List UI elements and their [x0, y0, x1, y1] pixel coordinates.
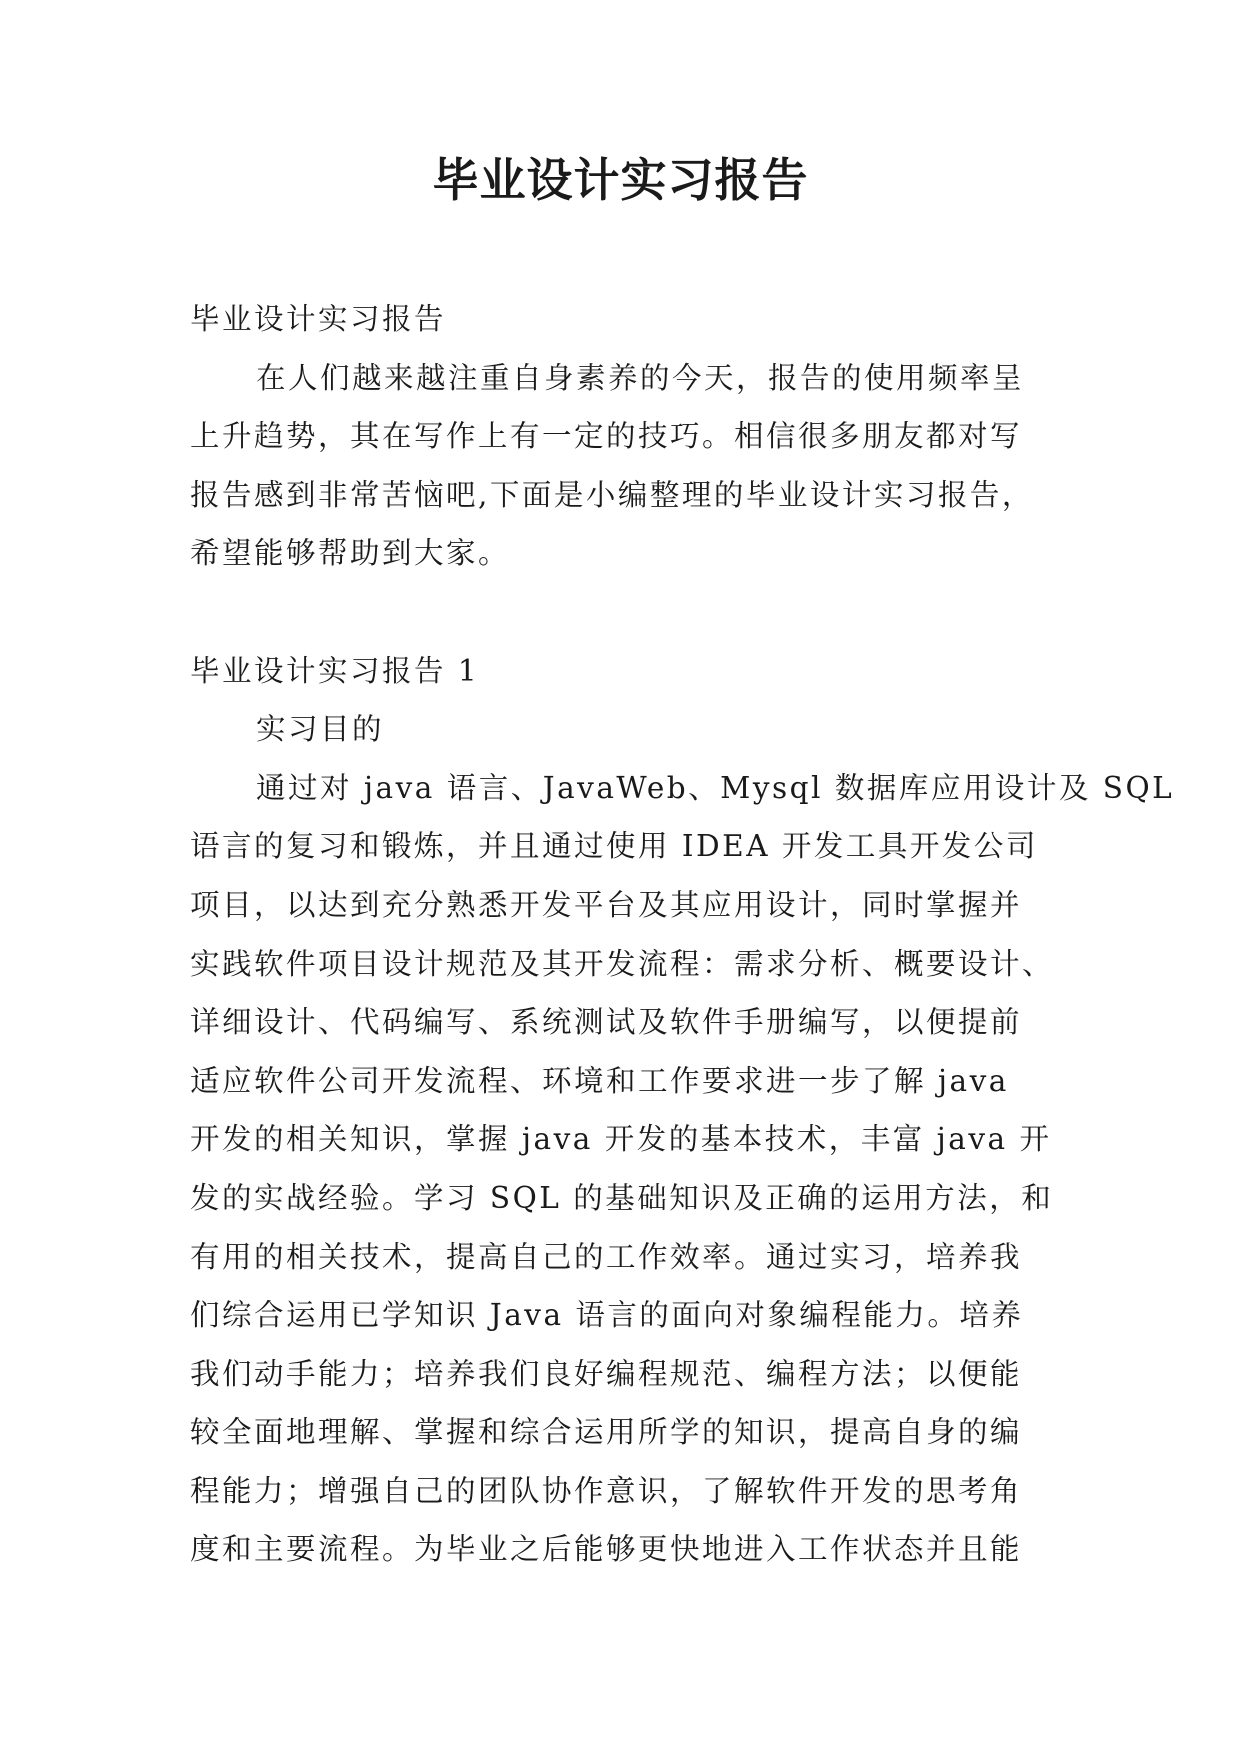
intro-heading: 毕业设计实习报告 [190, 302, 447, 336]
body-paragraph-line: 实践软件项目设计规范及其开发流程：需求分析、概要设计、 [190, 946, 1055, 981]
intro-paragraph-line: 希望能够帮助到大家。 [190, 536, 511, 571]
body-paragraph-line: 语言的复习和锻炼，并且通过使用 IDEA 开发工具开发公司 [190, 829, 1038, 864]
document-body [190, 290, 1175, 1579]
page-title: 毕业设计实习报告 [432, 153, 809, 207]
paragraph-gap [190, 583, 1060, 642]
subheading: 实习目的 [256, 712, 385, 747]
intro-paragraph-line: 在人们越来越注重自身素养的今天，报告的使用频率呈 [256, 360, 1025, 395]
section-heading: 毕业设计实习报告 1 [190, 653, 480, 688]
body-paragraph-line: 较全面地理解、掌握和综合运用所学的知识，提高自身的编 [190, 1415, 1023, 1450]
body-paragraph-line: 有用的相关技术，提高自己的工作效率。通过实习，培养我 [190, 1239, 1023, 1274]
intro-paragraph-line: 报告感到非常苦恼吧,下面是小编整理的毕业设计实习报告， [190, 477, 1034, 512]
body-paragraph-line: 通过对 java 语言、JavaWeb、Mysql 数据库应用设计及 SQL [256, 770, 1175, 805]
body-paragraph-line: 项目，以达到充分熟悉开发平台及其应用设计，同时掌握并 [190, 887, 1023, 922]
body-paragraph-line: 适应软件公司开发流程、环境和工作要求进一步了解 java [190, 1063, 1009, 1098]
body-paragraph-line: 程能力；增强自己的团队协作意识，了解软件开发的思考角 [190, 1473, 1023, 1508]
body-paragraph-line: 度和主要流程。为毕业之后能够更快地进入工作状态并且能 [190, 1532, 1023, 1567]
body-paragraph-line: 们综合运用已学知识 Java 语言的面向对象编程能力。培养 [190, 1298, 1024, 1333]
body-paragraph-line: 我们动手能力；培养我们良好编程规范、编程方法；以便能 [190, 1356, 1023, 1391]
body-paragraph-line: 详细设计、代码编写、系统测试及软件手册编写，以便提前 [190, 1005, 1023, 1040]
intro-paragraph-line: 上升趋势，其在写作上有一定的技巧。相信很多朋友都对写 [190, 419, 1023, 454]
body-paragraph-line: 开发的相关知识，掌握 java 开发的基本技术，丰富 java 开 [190, 1122, 1052, 1157]
body-paragraph-line: 发的实战经验。学习 SQL 的基础知识及正确的运用方法，和 [190, 1180, 1054, 1215]
